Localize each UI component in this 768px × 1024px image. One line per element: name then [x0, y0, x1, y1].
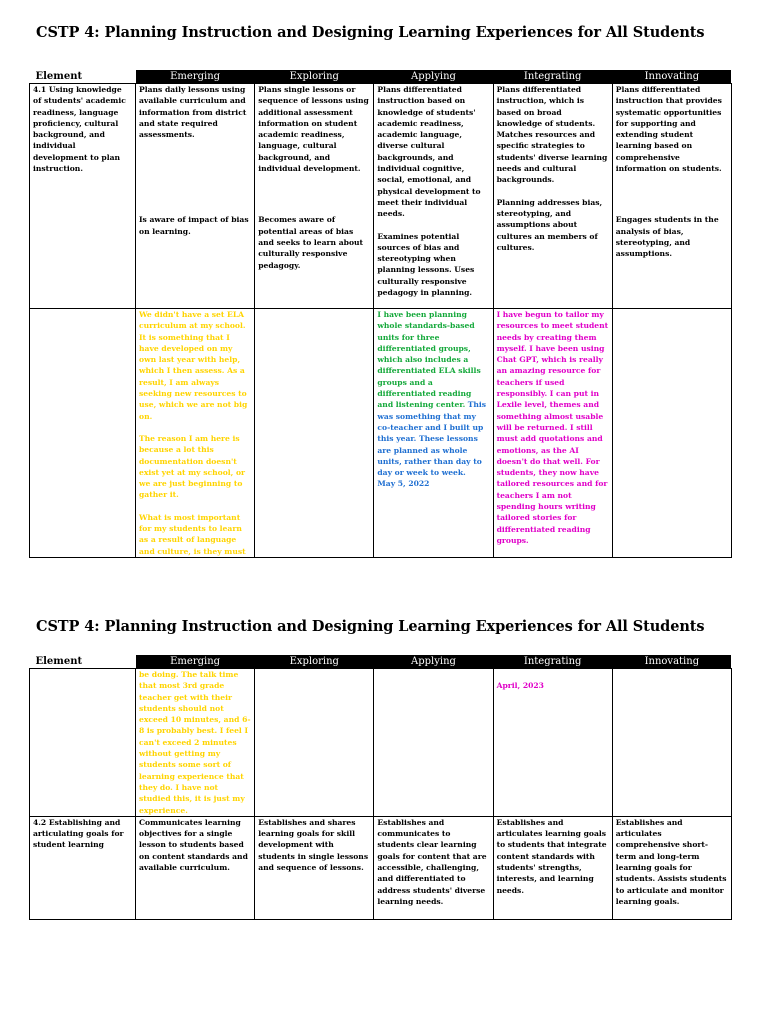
level-header-integrating: Integrating: [493, 655, 612, 669]
cell-applying: [374, 84, 493, 309]
cell-empty: [30, 669, 136, 817]
reflection-date: May 5, 2022: [377, 479, 430, 489]
level-header-emerging: Emerging: [136, 70, 255, 84]
element-header: Element: [30, 655, 136, 669]
descriptor: Establishes and articulates learning goals to students that integrate content standards with students' strengths, interests, and learning needs.: [496, 817, 607, 895]
table-row-4-2: [30, 816, 732, 919]
cell-innovating-reflection: [612, 669, 731, 817]
cell-innovating: [612, 816, 731, 919]
cell-innovating: [612, 84, 731, 309]
level-header-emerging: Emerging: [136, 655, 255, 669]
level-header-integrating: Integrating: [493, 70, 612, 84]
reflection-text: What is most important for my students to learn as a result of language and culture, is they must: [139, 512, 246, 556]
cell-emerging-reflection: [136, 309, 255, 558]
level-header-innovating: Innovating: [612, 70, 731, 84]
table-header-row: [30, 70, 732, 84]
cell-emerging: [136, 816, 255, 919]
descriptor: Establishes and communicates to students clear learning goals for content that are accessible, challenging, and differentiated to address students' diverse learning needs.: [377, 817, 487, 906]
cell-integrating: [493, 816, 612, 919]
cell-innovating-reflection: [612, 309, 731, 558]
element-header: Element: [30, 70, 136, 84]
level-header-innovating: Innovating: [612, 655, 731, 669]
cell-exploring: [255, 816, 374, 919]
cell-empty: [30, 309, 136, 558]
reflection-text: I have been planning whole standards-based units for three differentiated groups, which also includes a differentiated ELA skills groups and a differentiated reading and listening center.: [377, 310, 481, 410]
level-header-exploring: Exploring: [255, 70, 374, 84]
descriptor: Becomes aware of potential areas of bias and seeks to learn about culturally responsive pedagogy.: [258, 215, 364, 270]
cell-exploring-reflection: [255, 669, 374, 817]
standard-4-2: 4.2 Establishing and articulating goals for student learning: [30, 816, 136, 919]
cell-exploring-reflection: [255, 309, 374, 558]
table-header-row: [30, 655, 732, 669]
cell-emerging: [136, 84, 255, 309]
reflection-date: April, 2023: [496, 681, 544, 690]
descriptor: Plans daily lessons using available curriculum and information from district and state required assessments.: [139, 85, 247, 140]
rubric-table-4-1: [29, 70, 732, 558]
table-row-4-1: [30, 84, 732, 309]
cell-applying-reflection: [374, 669, 493, 817]
reflection-text: The reason I am here is because a lot this documentation doesn't exist yet at my school, or we are just beginning to gather it.: [139, 433, 246, 500]
level-header-exploring: Exploring: [255, 655, 374, 669]
descriptor: Establishes and shares learning goals for skill development with students in single lessons and sequence of lessons.: [258, 817, 369, 873]
page-title: CSTP 4: Planning Instruction and Designing Learning Experiences for All Students: [36, 24, 705, 41]
cell-emerging-reflection: [136, 669, 255, 817]
level-header-applying: Applying: [374, 70, 493, 84]
descriptor: Communicates learning objectives for a single lesson to students based on content standards and available curriculum.: [139, 817, 248, 873]
table-row-reflection-cont: [30, 669, 732, 817]
descriptor: Examines potential sources of bias and stereotyping when planning lessons. Uses culturally responsive pedagogy in planning.: [377, 231, 475, 298]
cell-integrating-reflection: [493, 309, 612, 558]
page-title: CSTP 4: Planning Instruction and Designing Learning Experiences for All Students: [36, 618, 705, 635]
descriptor: Plans differentiated instruction that provides systematic opportunities for supporting and extending student learning based on comprehensive information on students.: [615, 85, 722, 174]
rubric-table-4-2: [29, 655, 732, 920]
descriptor: Planning addresses bias, stereotyping, and assumptions about cultures an members of cultures.: [496, 197, 603, 252]
cell-applying-reflection: [374, 309, 493, 558]
reflection-text: We didn't have a set ELA curriculum at my school. It is something that I have developed on my own last year with help, which I then assess. As a result, I am always seeking new resources to use, which we are not big on.: [139, 310, 248, 421]
level-header-applying: Applying: [374, 655, 493, 669]
cell-integrating: [493, 84, 612, 309]
cell-exploring: [255, 84, 374, 309]
descriptor: Is aware of impact of bias on learning.: [139, 215, 249, 236]
descriptor: Engages students in the analysis of bias, stereotyping, and assumptions.: [615, 215, 719, 259]
cell-applying: [374, 816, 493, 919]
standard-4-1: 4.1 Using knowledge of students' academic readiness, language proficiency, cultural background, and individual development to plan instruction.: [30, 84, 136, 309]
table-row-reflection: [30, 309, 732, 558]
descriptor: Plans differentiated instruction, which is based on broad knowledge of students. Matches resources and specific strategies to students' diverse learning needs and cultural backgrounds.: [496, 85, 608, 185]
reflection-text: be doing. The talk time that most 3rd grade teacher get with their students should not exceed 10 minutes, and 6-8 is probably best. I feel I can't exceed 2 minutes without getting my students some sort of learning experience that they do. I have not studied this, it is just my experience.: [139, 670, 251, 815]
reflection-text: This was something that my co-teacher and I built up this year. These lessons are planned as whole units, rather than day to day or week to week.: [377, 400, 487, 478]
descriptor: Plans differentiated instruction based on knowledge of students' academic readiness, academic language, diverse cultural backgrounds, and individual cognitive, social, emotional, and physical development to meet their individual needs.: [377, 85, 481, 219]
reflection-text: I have begun to tailor my resources to meet student needs by creating them myself. I have been using Chat GPT, which is really an amazing resource for teachers if used responsibly. I can put in Lexile level, themes and something almost usable will be returned. I still must add quotations and emotions, as the AI doesn't do that well. For students, they now have tailored resources and for teachers I am not spending hours writing tailored stories for differentiated reading groups.: [496, 310, 609, 545]
cell-integrating-reflection: [493, 669, 612, 817]
descriptor: Establishes and articulates comprehensive short-term and long-term learning goals for students. Assists students to articulate and monitor learning goals.: [615, 817, 727, 906]
descriptor: Plans single lessons or sequence of lessons using additional assessment information on student academic readiness, language, cultural background, and individual development.: [258, 85, 369, 174]
